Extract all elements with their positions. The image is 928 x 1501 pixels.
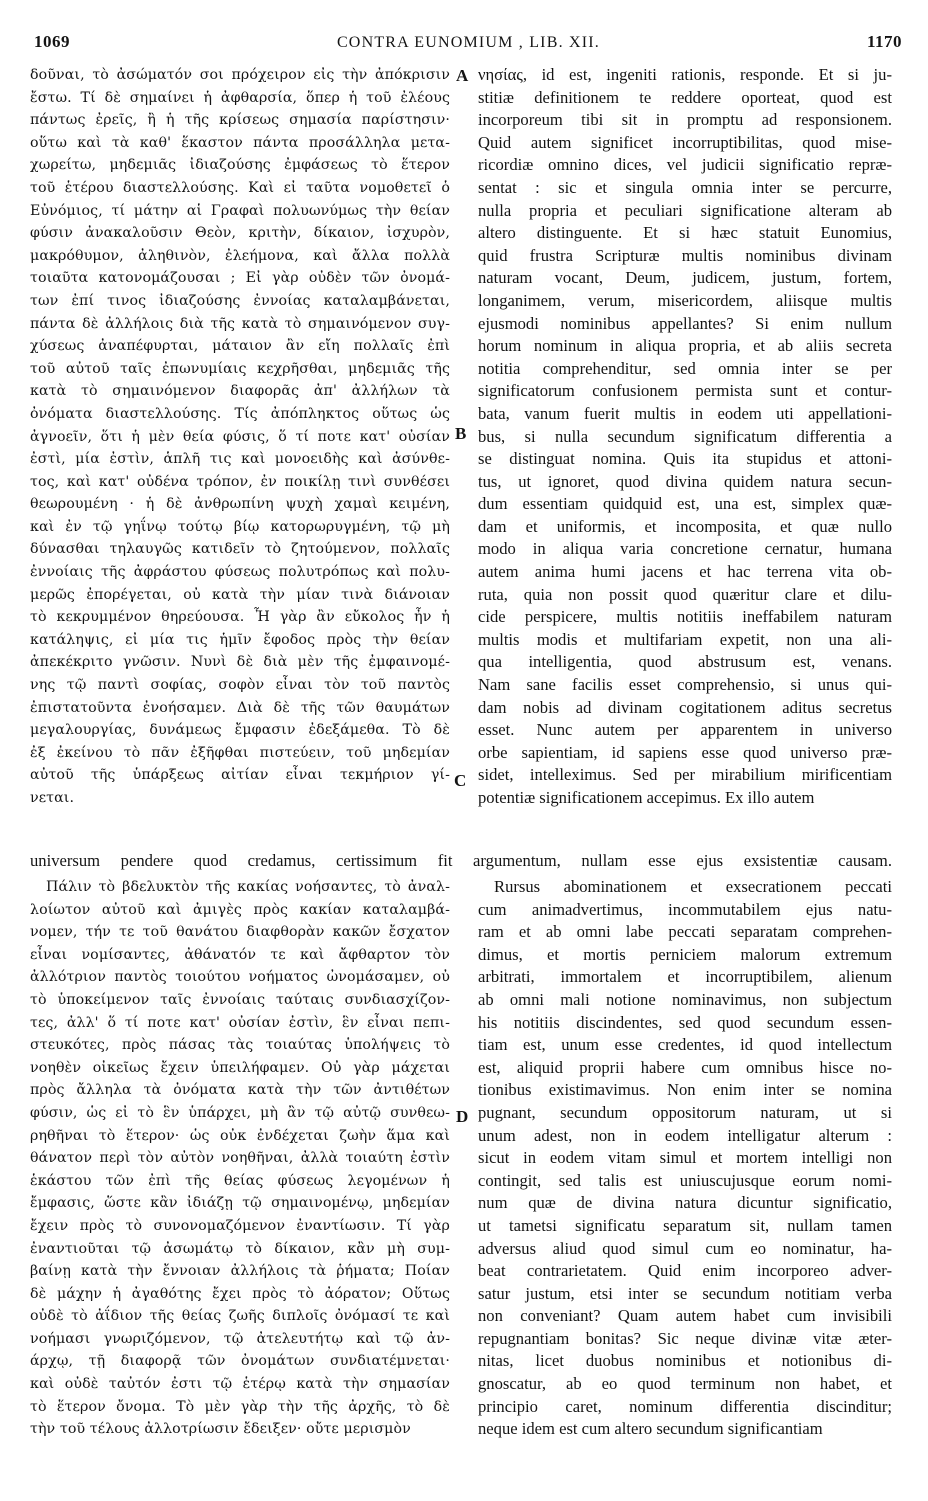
greek-column-bottom: [30, 876, 450, 1441]
section-marker-d: D: [456, 1107, 469, 1126]
text-line: gnoscatur, ab eo quod terminum non habet, et: [478, 1374, 892, 1394]
text-line: non conveniant? Quam autem habet cum invisibili: [478, 1306, 892, 1326]
text-line: τοῦ αὐτοῦ ταῖς ἐπωνυμίαις κεχρῆσθαι, μηδεμιᾶς τῆς: [30, 360, 450, 377]
text-line: longanimem, verum, misericordem, aliisque multis: [478, 290, 892, 310]
text-line: ἐξ ἐκείνου τὸ πᾶν ἐξῆφθαι πιστεύειν, τοῦ μηδεμίαν: [30, 744, 450, 761]
text-line: νομεν, τήν τε τοῦ θανάτου διαφθορὰν κακῶν ἔσχατον: [30, 924, 450, 941]
text-line: νοήμασι γνωριζόμενον, τῷ ἀτελευτήτῳ καὶ τῷ ἀν-: [30, 1330, 450, 1347]
text-line: his notitiis discindentes, sed quod secundum essen-: [478, 1012, 892, 1032]
text-line: τὴν τοῦ τέλους ἀλλοτρίωσιν ἔδειξεν· οὔτε μερισμὸν: [30, 1421, 411, 1438]
section-marker-c: C: [454, 771, 467, 790]
text-line: horum nominum in aliqua propria, et ab aliis secreta: [478, 336, 892, 356]
text-line: πάντα δὲ ἀλλήλοις διὰ τῆς κατὰ τὸ σημαινόμενον συγ-: [30, 315, 450, 332]
text-line: ἀγνοεῖν, ὅτι ἡ μὲν θεία φύσις, ὅ τί ποτε κατ' οὐσίαν: [30, 428, 450, 445]
text-line: sidet, intelleximus. Sed per mirabilium mirificentiam: [478, 765, 892, 785]
text-line: notitia comprehenditur, sed omnia inter se per: [478, 358, 892, 378]
latin-column-bottom: [478, 876, 892, 1441]
page-header: [34, 32, 902, 58]
text-line: βαίνῃ κατὰ τὴν ἔννοιαν ἀλλήλοις τὰ ῥήματα; Ποίαν: [30, 1263, 450, 1280]
text-line: ἐναντιοῦται τῷ ἀσωμάτῳ τὸ δίκαιον, κἂν μὴ συμ-: [30, 1240, 450, 1257]
text-line: ρηθῆναι τὸ ἕτερον· ὡς οὐκ ἐνδέχεται ζωὴν ἅμα καὶ: [30, 1127, 450, 1144]
text-line: beat contrarietatem. Quid enim incorporeo adver-: [478, 1261, 892, 1281]
text-line: se distinguat nomina. Quis ita stupidus et attoni-: [478, 449, 892, 469]
text-line: Nam sane facilis esset comprehensio, si unus qui-: [478, 675, 892, 695]
text-line: κατὰ τὸ σημαινόμενον διαφορᾶς ἀπ' ἀλλήλων τὰ: [30, 383, 450, 400]
text-line: τες, ἀλλ' ὅ τί ποτε κατ' οὐσίαν ἐστὶν, ἓν εἶναι πεπι-: [30, 1014, 450, 1031]
text-line: φύσιν ἀνακαλοῦσιν Θεὸν, κριτὴν, δίκαιον, ἰσχυρὸν,: [30, 225, 450, 242]
text-line: potentiæ significationem accepimus. Ex illo autem: [478, 788, 815, 807]
text-line: dimus, et mortis perniciem malorum extremum: [478, 944, 892, 964]
text-line: cide perspicere, multis notitiis ineffabilem naturam: [478, 607, 892, 627]
text-line: stitiæ definitionem te reddere oporteat, quod est: [478, 87, 892, 107]
text-line: στευκότες, πρὸς πάσας τὰς τοιαύτας ὑπολήψεις τὸ: [30, 1037, 450, 1054]
text-line: dum essentiam quidquid est, una est, simplex quæ-: [478, 494, 892, 514]
text-line: incorporeum tibi sit in promptu ad responsionem.: [478, 110, 892, 130]
section-marker-b: B: [455, 424, 467, 443]
text-line: Εὐνόμιος, τί μάτην αἱ Γραφαὶ πολυωνύμως τὴν θείαν: [30, 202, 450, 219]
text-line: νης τῷ παντὶ σοφίας, σοφὸν εἶναι τὸν τοῦ παντὸς: [30, 677, 450, 694]
text-line: bata, vanum fuerit multis in eodem uti appellationi-: [478, 403, 892, 423]
text-line: τὸ ἕτερον ὄνομα. Τὸ μὲν γὰρ τὴν τῆς ἀρχῆς, τὸ δὲ: [30, 1398, 450, 1415]
text-line: καὶ ἐν τῷ γηΐνῳ τούτῳ βίῳ κατορωρυγμένη, τῷ μὴ: [30, 518, 450, 535]
text-line: νοηθὲν οἰκεῖως ἔχειν ὑπειλήφαμεν. Οὐ γὰρ μάχεται: [30, 1059, 450, 1076]
text-line: naturam vocant, Deum, judicem, justum, fortem,: [478, 268, 892, 288]
text-line: num quæ de divina natura dicuntur significatio,: [478, 1193, 892, 1213]
text-line: τος, καὶ κατ' οὐδένα τρόπον, ἐν ποικίλῃ τινὶ συνθέσει: [30, 473, 450, 490]
text-line: ἑκάστου τῶν ἐπὶ τῆς θείας φύσεως λεγομένων ἡ: [30, 1172, 450, 1189]
text-line: αὐτοῦ τῆς ὑπάρξεως αἰτίαν εἶναι τεκμήριον γί-: [30, 767, 450, 784]
left-page-number: 1069: [34, 32, 70, 51]
text-line: ab omni mali notione nominavimus, non subjectum: [478, 989, 892, 1009]
section-marker-a: A: [456, 66, 469, 85]
text-line: μεγαλουργίας, δυνάμεως ἔμφασιν ἐδεξάμεθα. Τὸ δὲ: [30, 722, 450, 739]
text-line: satur justum, etsi inter se secundum notitiam verba: [478, 1283, 892, 1303]
text-line: modo in aliqua varia concretione cernatur, humana: [478, 539, 892, 559]
text-line: dam nobis ad divinam cogitationem aditus secretus: [478, 697, 892, 717]
text-line: ἐστὶ, μία ἐστὶν, ἁπλῆ τις καὶ μονοειδὴς καὶ ἀσύνθε-: [30, 451, 450, 468]
text-line: bus, si nulla secundum significatum differentia a: [478, 426, 892, 446]
text-line: πάντως ἐρεῖς, ἢ ἡ τῆς κρίσεως σημασία παρίστησιν·: [30, 112, 450, 129]
text-line: μερῶς ἐπορέγεται, οὐ κατὰ τὴν μίαν τινὰ διάνοιαν: [30, 586, 450, 603]
text-line: θάνατον περὶ τὸν αὐτὸν νοηθῆναι, ἀλλὰ τοιαύτη ἐστὶν: [30, 1150, 450, 1167]
text-line: tiam est, unum esse credentes, id quod intellectum: [478, 1035, 892, 1055]
text-line: ἐννοίαις τῆς ἀφράστου φύσεως πολυτρόπως καὶ πολυ-: [30, 564, 450, 581]
text-line: κατάληψις, εἰ μία τις ἡμῖν ἔφοδος πρὸς τὴν θείαν: [30, 631, 450, 648]
right-page-number: 1170: [866, 32, 902, 51]
text-line: εἶναι νομίσαντες, ἀθάνατόν τε καὶ ἄφθαρτον τὸν: [30, 946, 450, 963]
text-line: sentat : sic et singula omnia inter se percurre,: [478, 177, 892, 197]
text-line: των ἐπί τινος ἰδιαζούσης ἐννοίας καταλαμβάνεται,: [30, 292, 450, 309]
text-line: άρχῳ, τῇ διαφορᾷ τῶν ὀνομάτων συνδιατέμνεται·: [30, 1353, 450, 1370]
text-line: πρὸς ἄλληλα τὰ ὀνόματα κατὰ τὴν τῶν ἀντιθέτων: [30, 1082, 450, 1099]
text-line: Rursus abominationem et exsecrationem peccati: [494, 877, 892, 896]
text-line: ἀπεκέκριτο γνῶσιν. Νυνὶ δὲ διὰ μὲν τῆς ἐμφαινομέ-: [30, 654, 450, 671]
text-line: autem anima humi jacens et hac terrena vita ob-: [478, 562, 892, 582]
text-line: Πάλιν τὸ βδελυκτὸν τῆς κακίας νοήσαντες, τὸ ἀναλ-: [46, 879, 450, 895]
text-line: dam et uniformis, et incomposita, et quæ nullo: [478, 516, 892, 536]
text-line: ram et ab omni labe peccati separatam comprehen-: [478, 922, 892, 942]
text-line: δὲ μάχην ἡ ἀγαθότης ἔχει πρὸς τὸ ἀόρατον; Οὕτως: [30, 1285, 450, 1302]
text-line: μακρόθυμον, ἀληθινὸν, ἐλεήμονα, καὶ ἄλλα πολλὰ: [30, 247, 450, 264]
text-line: pugnant, secundum oppositorum naturam, ut si: [478, 1102, 892, 1122]
text-line: neque idem est cum altero secundum significantiam: [478, 1419, 823, 1439]
text-line: τὸ ὑποκείμενον ταῖς ἐννοίαις ταύταις συνδιασχίζον-: [30, 991, 450, 1008]
text-line: ejusmodi nominibus appellantes? Si enim nullum: [478, 313, 892, 333]
text-line: ut tametsi significatu separatum sit, nullam tamen: [478, 1215, 892, 1235]
text-line: unum adest, non in eodem intelligatur alterum :: [478, 1125, 892, 1145]
text-line: principio caret, nominum differentia discinditur;: [478, 1396, 892, 1416]
text-line: adversus aliud quod simul cum eo nominatur, ha-: [478, 1238, 892, 1258]
text-line: orbe sapientiam, id sapiens esse quod universo præ-: [478, 742, 892, 762]
text-line: altero distinguente. Et si hæc statuit Eunomius,: [478, 223, 892, 243]
text-line: ἔστω. Τί δὲ σημαίνει ἡ ἀφθαρσία, ὅπερ ἡ τοῦ ἐλέους: [30, 89, 450, 106]
text-line: esset. Nunc autem per apparentem in universo: [478, 720, 892, 740]
text-line: ἔχειν πρὸς τὸ συνονομαζόμενον ἐναντίωσιν. Τί γὰρ: [30, 1217, 450, 1234]
text-line: ruta, quia non possit quod quæritur clare et dilu-: [478, 584, 892, 604]
text-line: quid frustra Scripturæ multis nominibus divinam: [478, 245, 892, 265]
text-line: sicut in eodem vitam simul et mortem intelligi non: [478, 1148, 892, 1168]
text-line: cum animadvertimus, incommutabilem ejus natu-: [478, 899, 892, 919]
text-line: tus, ut ignoret, quod divina quidem natura secun-: [478, 471, 892, 491]
text-line: arbitrati, immortalem et incorruptibilem, alienum: [478, 967, 892, 987]
text-line: nitas, licet duobus nominibus et notionibus di-: [478, 1351, 892, 1371]
text-line: οὐδὲ τὸ ἀΐδιον τῆς θείας ζωῆς διπλοῖς ὀνόμασί τε καὶ: [30, 1308, 450, 1325]
text-line: νησίας, id est, ingeniti rationis, responde. Et si ju-: [478, 65, 892, 84]
text-line: τὸ κεκρυμμένον θηρεύουσα. Ἦ γὰρ ἂν εὔκολος ἦν ἡ: [30, 609, 450, 626]
text-line: ἀλλότριον παντὸς τοιούτου νοήματος ὠνομάσαμεν, οὐ: [30, 969, 450, 986]
text-line: ἔμφασις, ὥστε κἂν ἰδιάζῃ τῷ σημαινομένῳ, μηδεμίαν: [30, 1195, 450, 1212]
spanning-line: universum pendere quod credamus, certissimum fit argumentum, nullam esse ejus exsistentiæ causam.: [30, 851, 892, 870]
text-line: qua intelligentia, quod abstrusum est, venans.: [478, 652, 892, 672]
text-line: Quid autem significet incorruptibilitas, quod mise-: [478, 132, 892, 152]
text-line: δοῦναι, τὸ ἀσώματόν σοι πρόχειρον εἰς τὴν ἀπόκρισιν: [30, 67, 450, 83]
text-line: est, aliquid proprii habere cum omnibus hisce no-: [478, 1057, 892, 1077]
text-line: ricordiæ omnino dices, vel judicii significatio repræ-: [478, 155, 892, 175]
text-line: δύνασθαι τηλαυγῶς κατιδεῖν τὸ ζητούμενον, πολλαῖς: [30, 541, 450, 558]
text-line: χύσεως ἀναπέφυρται, μάταιον ἂν εἴη πολλαῖς ἐπὶ: [30, 338, 450, 355]
text-line: φύσιν, ὡς εἰ τὸ ἓν ὑπάρχει, μὴ ἂν τῷ αὐτῷ συνθεω-: [30, 1104, 450, 1121]
text-line: λοίωτον αὐτοῦ καὶ ἀμιγὲς πρὸς κακίαν καταλαμβά-: [30, 901, 450, 918]
text-line: multis modis et multifariam expetit, non una ali-: [478, 629, 892, 649]
text-line: οὕτω καὶ τὰ καθ' ἕκαστον πάντα προσάλληλα μετα-: [30, 134, 450, 151]
greek-column-top: [30, 64, 450, 810]
text-line: τοιαῦτα κατονομάζουσαι ; Εἰ γὰρ οὐδὲν τῶν ὀνομά-: [30, 270, 450, 287]
text-line: significatorum confusionem permista sunt et contur-: [478, 381, 892, 401]
text-line: nulla propria et peculiari significatione alteram ab: [478, 200, 892, 220]
running-title: CONTRA EUNOMIUM , LIB. XII.: [336, 34, 600, 51]
text-line: tionibus existimavimus. Non enim inter se nomina: [478, 1080, 892, 1100]
latin-column-top: [478, 64, 892, 810]
text-line: νεται.: [30, 790, 75, 806]
text-line: ὀνόματα διαστελλούσης. Τίς ἀπόπληκτος οὕτως ὡς: [30, 405, 450, 422]
text-line: χωρείτω, μηδεμιᾶς ἰδιαζούσης ἐμφάσεως τὸ ἕτερον: [30, 157, 450, 174]
text-line: contingit, sed talis est uniuscujusque eorum nomi-: [478, 1170, 892, 1190]
text-line: καὶ οὐδὲ ταὐτόν ἐστι τῷ ἑτέρῳ κατὰ τὴν σημασίαν: [30, 1376, 450, 1393]
text-line: τοῦ ἑτέρου διαστελλούσης. Καὶ εἰ ταῦτα νομοθετεῖ ὁ: [30, 179, 450, 196]
text-line: θεωρουμένη · ἡ δὲ ἀνθρωπίνη ψυχὴ χαμαὶ κειμένη,: [30, 496, 450, 513]
text-line: repugnantiam bonitas? Sic neque divinæ vitæ æter-: [478, 1328, 892, 1348]
text-line: ἐπιστατοῦντα ἐνοήσαμεν. Διὰ δὲ τῆς τῶν θαυμάτων: [30, 699, 450, 716]
